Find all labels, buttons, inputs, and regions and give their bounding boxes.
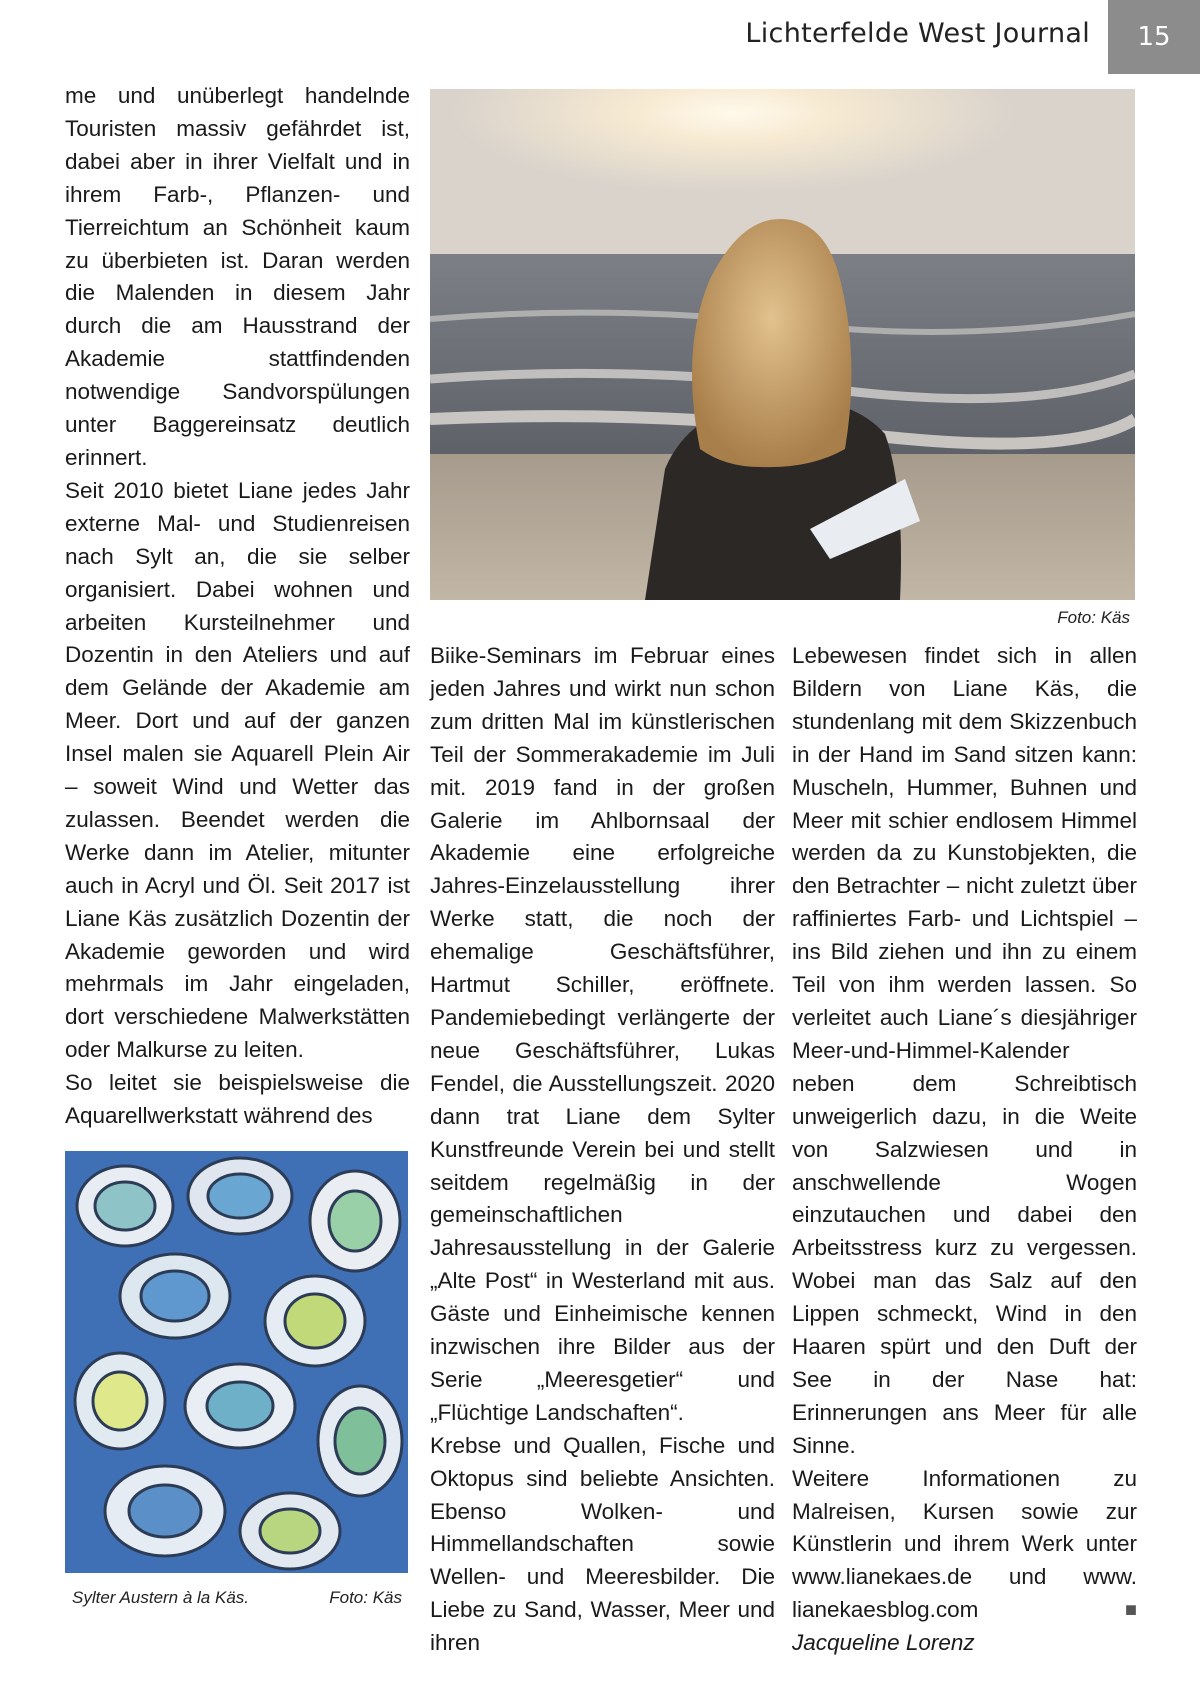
painting-caption bbox=[72, 1588, 402, 1608]
paragraph: Krebse und Quallen, Fische und Oktopus sind beliebte Ansichten. Ebenso Wolken- und Himmellandschaften sowie Wellen- und Meeresbilder. Die Liebe zu Sand, Wasser, Meer und ihren bbox=[430, 1432, 775, 1656]
end-square-icon: ■ bbox=[1124, 1599, 1137, 1622]
article-column-1 bbox=[65, 80, 410, 1133]
photo-credit: Foto: Käs bbox=[329, 1588, 402, 1607]
oyster-painting-photo bbox=[65, 1151, 408, 1573]
author-name: Jacqueline Lorenz bbox=[792, 1630, 975, 1656]
paragraph: me und unüberlegt handelnde Touristen massiv gefährdet ist, dabei aber in ihrer Vielfalt und in ihrem Farb-, Pflanzen- und Tierreichtum an Schönheit kaum zu überbieten ist. Daran werden die Malenden in diesem Jahr durch die am Hausstrand der Akademie stattfindenden notwendige Sandvorspülungen unter Baggereinsatz deutlich erinnert. bbox=[65, 83, 410, 470]
paragraph: Seit 2010 bietet Liane jedes Jahr externe Mal- und Studienreisen nach Sylt an, die sie selber organisiert. Dabei wohnen und arbeiten Kursteilnehmer und Dozentin in den Ateliers und auf dem Gelände der Akademie am Meer. Dort und auf der ganzen Insel malen sie Aquarell Plein Air – soweit Wind und Wetter das zulassen. Beendet werden die Werke dann im Atelier, mitunter auch in Acryl und Öl. Seit 2017 ist Liane Käs zusätzlich Dozentin der Akademie geworden und wird mehrmals im Jahr eingeladen, dort verschiedene Malwerkstätten oder Malkurse zu leiten. bbox=[65, 477, 410, 1063]
closing-text: Weitere Informationen zu Malreisen, Kursen sowie zur Künstlerin und ihrem Werk unter www.lianekaes.de und www. lianekaesblog.com bbox=[792, 1465, 1137, 1623]
paragraph: Biike-Seminars im Februar eines jeden Jahres und wirkt nun schon zum dritten Mal im künstlerischen Teil der Sommerakademie im Juli mit. 2019 fand in der großen Galerie im Ahlbornsaal der Akademie eine erfolgreiche Jahres-Einzelausstellung ihrer Werke statt, die noch der ehemalige Geschäftsführer, Hartmut Schiller, eröffnete. Pandemiebedingt verlängerte der neue Geschäftsführer, Lukas Fendel, die Ausstellungszeit. 2020 dann trat Liane dem Sylter Kunstfreunde Verein bei und stellt seitdem regelmäßig in der gemeinschaftlichen Jahresausstellung in der Galerie „Alte Post“ in Westerland mit aus. Gäste und Einheimische kennen inzwischen ihre Bilder aus der Serie „Meeresgetier“ und „Flüchtige Landschaften“. bbox=[430, 643, 775, 1425]
beach-sunset-photo bbox=[430, 89, 1135, 600]
page-number: 15 bbox=[1108, 0, 1200, 74]
photo-credit: Foto: Käs bbox=[1057, 608, 1130, 627]
article-column-3 bbox=[792, 640, 1137, 1660]
caption-text: Sylter Austern à la Käs. bbox=[72, 1588, 250, 1607]
paragraph: So leitet sie beispielsweise die Aquarellwerkstatt während des bbox=[65, 1070, 410, 1129]
closing-paragraph bbox=[792, 1463, 1137, 1628]
article-column-2 bbox=[430, 640, 775, 1660]
journal-title: Lichterfelde West Journal bbox=[745, 18, 1090, 49]
paragraph: Lebewesen findet sich in allen Bildern von Liane Käs, die stundenlang mit dem Skizzenbuch in der Hand im Sand sitzen kann: Muscheln, Hummer, Buhnen und Meer mit schier endlosem Himmel werden da zu Kunstobjekten, die den Betrachter – nicht zuletzt über raffiniertes Farb- und Lichtspiel – ins Bild ziehen und ihn zu einem Teil von ihm werden lassen. So verleitet auch Liane´s diesjähriger Meer-und-Himmel-Kalender neben dem Schreibtisch unweigerlich dazu, in die Weite von Salzwiesen und in anschwellende Wogen einzutauchen und dabei den Arbeitsstress kurz zu vergessen. Wobei man das Salz auf den Lippen schmeckt, Wind in den Haaren spürt und den Duft der See in der Nase hat: Erinnerungen ans Meer für alle Sinne. bbox=[792, 643, 1137, 1458]
